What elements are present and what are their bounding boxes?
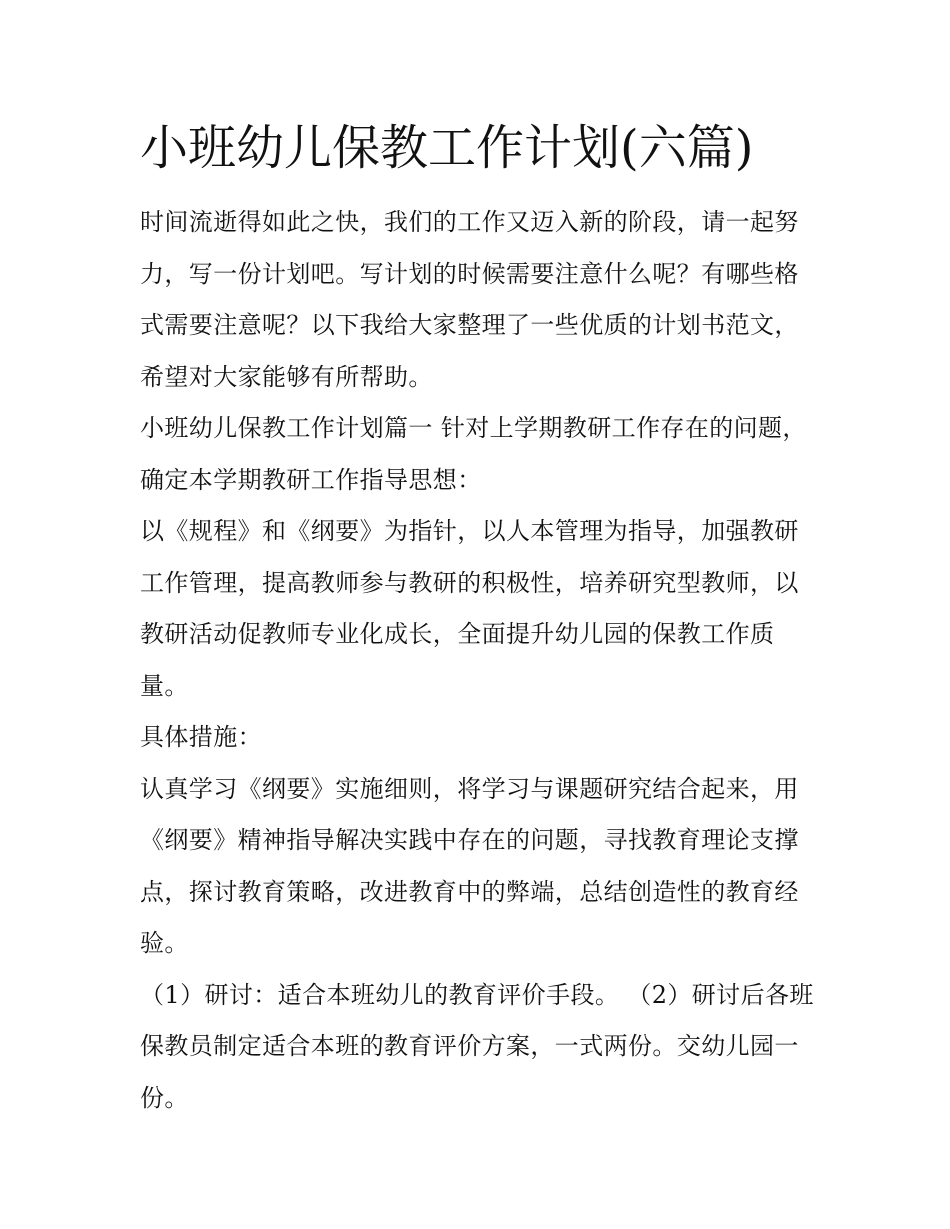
document-body <box>140 197 820 1124</box>
measures-heading: 具体措施： <box>140 723 262 751</box>
discussion-paragraph: （1）研讨：适合本班幼儿的教育评价手段。 （2）研讨后各班保教员制定适合本班的教育评价方案，一式两份。交幼儿园一份。 <box>140 980 814 1112</box>
guiding-principle-paragraph: 以《规程》和《纲要》为指针，以人本管理为指导，加强教研工作管理，提高教师参与教研的积极性，培养研究型教师，以教研活动促教师专业化成长，全面提升幼儿园的保教工作质量。 <box>140 517 799 700</box>
document-title: 小班幼儿保教工作计划(六篇) <box>140 120 754 176</box>
measures-paragraph: 认真学习《纲要》实施细则，将学习与课题研究结合起来，用《纲要》精神指导解决实践中存在的问题，寻找教育理论支撑点，探讨教育策略，改进教育中的弊端，总结创造性的教育经验。 <box>140 774 799 957</box>
intro-paragraph: 时间流逝得如此之快，我们的工作又迈入新的阶段，请一起努力，写一份计划吧。写计划的时候需要注意什么呢？有哪些格式需要注意呢？以下我给大家整理了一些优质的计划书范文，希望对大家能够有所帮助。 <box>140 208 799 391</box>
section-heading-paragraph: 小班幼儿保教工作计划篇一 针对上学期教研工作存在的问题，确定本学期教研工作指导思想： <box>140 414 807 494</box>
